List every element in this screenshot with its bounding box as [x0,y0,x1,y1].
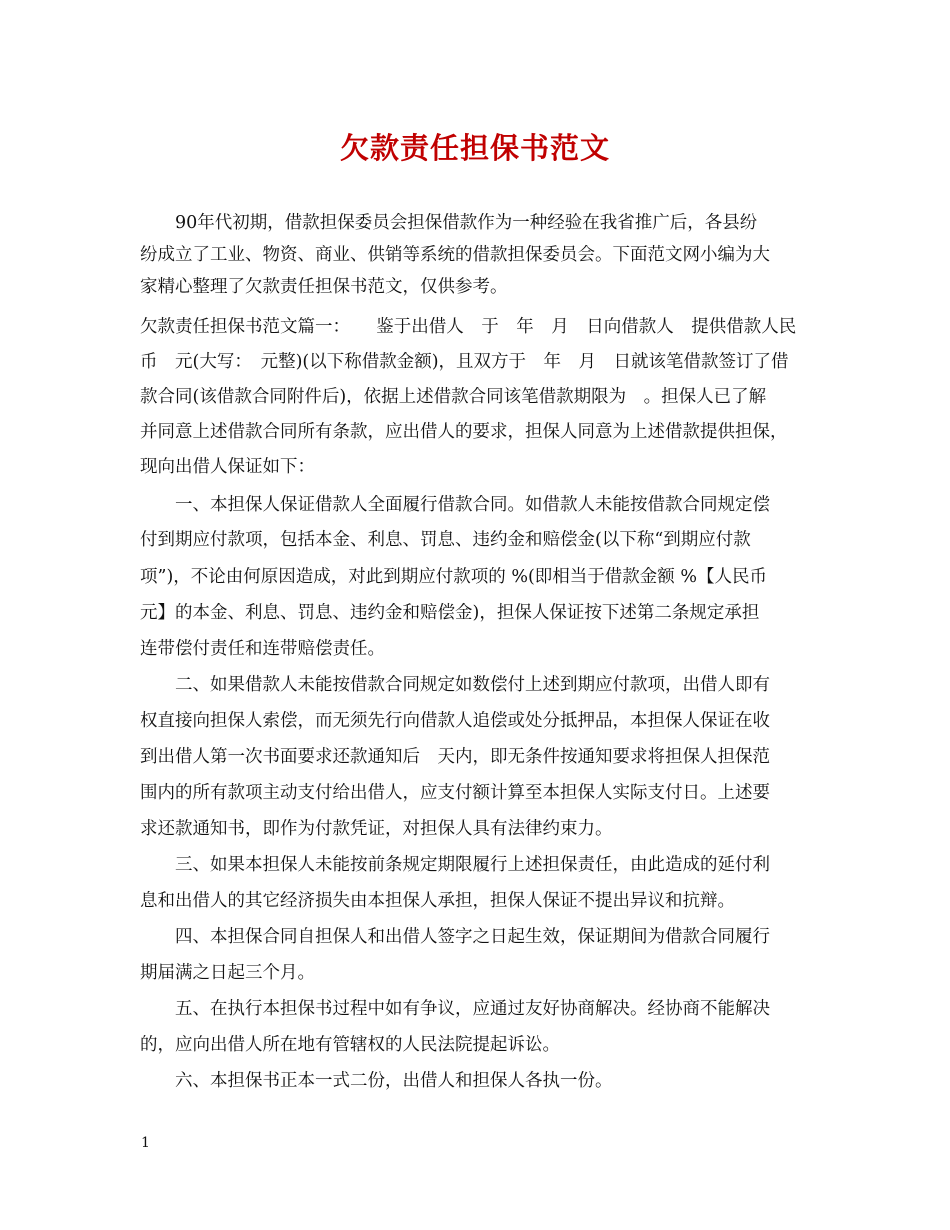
body-line: 款合同(该借款合同附件后)，依据上述借款合同该笔借款期限为 。担保人已了解 [140,387,767,407]
body-line: 息和出借人的其它经济损失由本担保人承担，担保人保证不提出异议和抗辩。 [140,891,735,911]
body-line: 期届满之日起三个月。 [140,963,315,983]
body-line: 权直接向担保人索偿，而无须先行向借款人追偿或处分抵押品，本担保人保证在收 [140,711,770,731]
body-line: 现向出借人保证如下： [140,457,315,477]
body-line: 三、如果本担保人未能按前条规定期限履行上述担保责任，由此造成的延付利 [175,855,770,875]
body-line: 项”)，不论由何原因造成，对此到期应付款项的 %(即相当于借款金额 %【人民币 [140,567,767,587]
body-line: 求还款通知书，即作为付款凭证，对担保人具有法律约束力。 [140,819,613,839]
body-line: 二、如果借款人未能按借款合同规定如数偿付上述到期应付款项，出借人即有 [175,675,770,695]
body-line: 到出借人第一次书面要求还款通知后 天内，即无条件按通知要求将担保人担保范 [140,747,770,767]
body-line: 欠款责任担保书范文篇一： 鉴于出借人 于 年 月 日向借款人 提供借款人民 [140,317,797,337]
body-line: 连带偿付责任和连带赔偿责任。 [140,639,385,659]
page-number: 1 [141,1135,150,1151]
body-line: 五、在执行本担保书过程中如有争议，应通过友好协商解决。经协商不能解决 [175,999,770,1019]
body-line: 并同意上述借款合同所有条款，应出借人的要求，担保人同意为上述借款提供担保， [140,422,788,442]
document-title: 欠款责任担保书范文 [339,131,610,165]
body-line: 四、本担保合同自担保人和出借人签字之日起生效，保证期间为借款合同履行 [175,927,770,947]
body-line: 纷成立了工业、物资、商业、供销等系统的借款担保委员会。下面范文网小编为大 [140,245,770,265]
body-line: 币 元(大写： 元整)(以下称借款金额)，且双方于 年 月 日就该笔借款签订了借 [140,352,789,372]
body-line: 一、本担保人保证借款人全面履行借款合同。如借款人未能按借款合同规定偿 [175,495,770,515]
body-line: 的，应向出借人所在地有管辖权的人民法院提起诉讼。 [140,1035,560,1055]
body-line: 六、本担保书正本一式二份，出借人和担保人各执一份。 [175,1071,613,1091]
body-line: 围内的所有款项主动支付给出借人，应支付额计算至本担保人实际支付日。上述要 [140,783,770,803]
body-line: 元】的本金、利息、罚息、违约金和赔偿金)，担保人保证按下述第二条规定承担 [140,603,760,623]
body-line: 90年代初期，借款担保委员会担保借款作为一种经验在我省推广后，各县纷 [175,213,758,233]
body-line: 付到期应付款项，包括本金、利息、罚息、违约金和赔偿金(以下称“到期应付款 [140,530,751,550]
body-line: 家精心整理了欠款责任担保书范文，仅供参考。 [140,277,508,297]
